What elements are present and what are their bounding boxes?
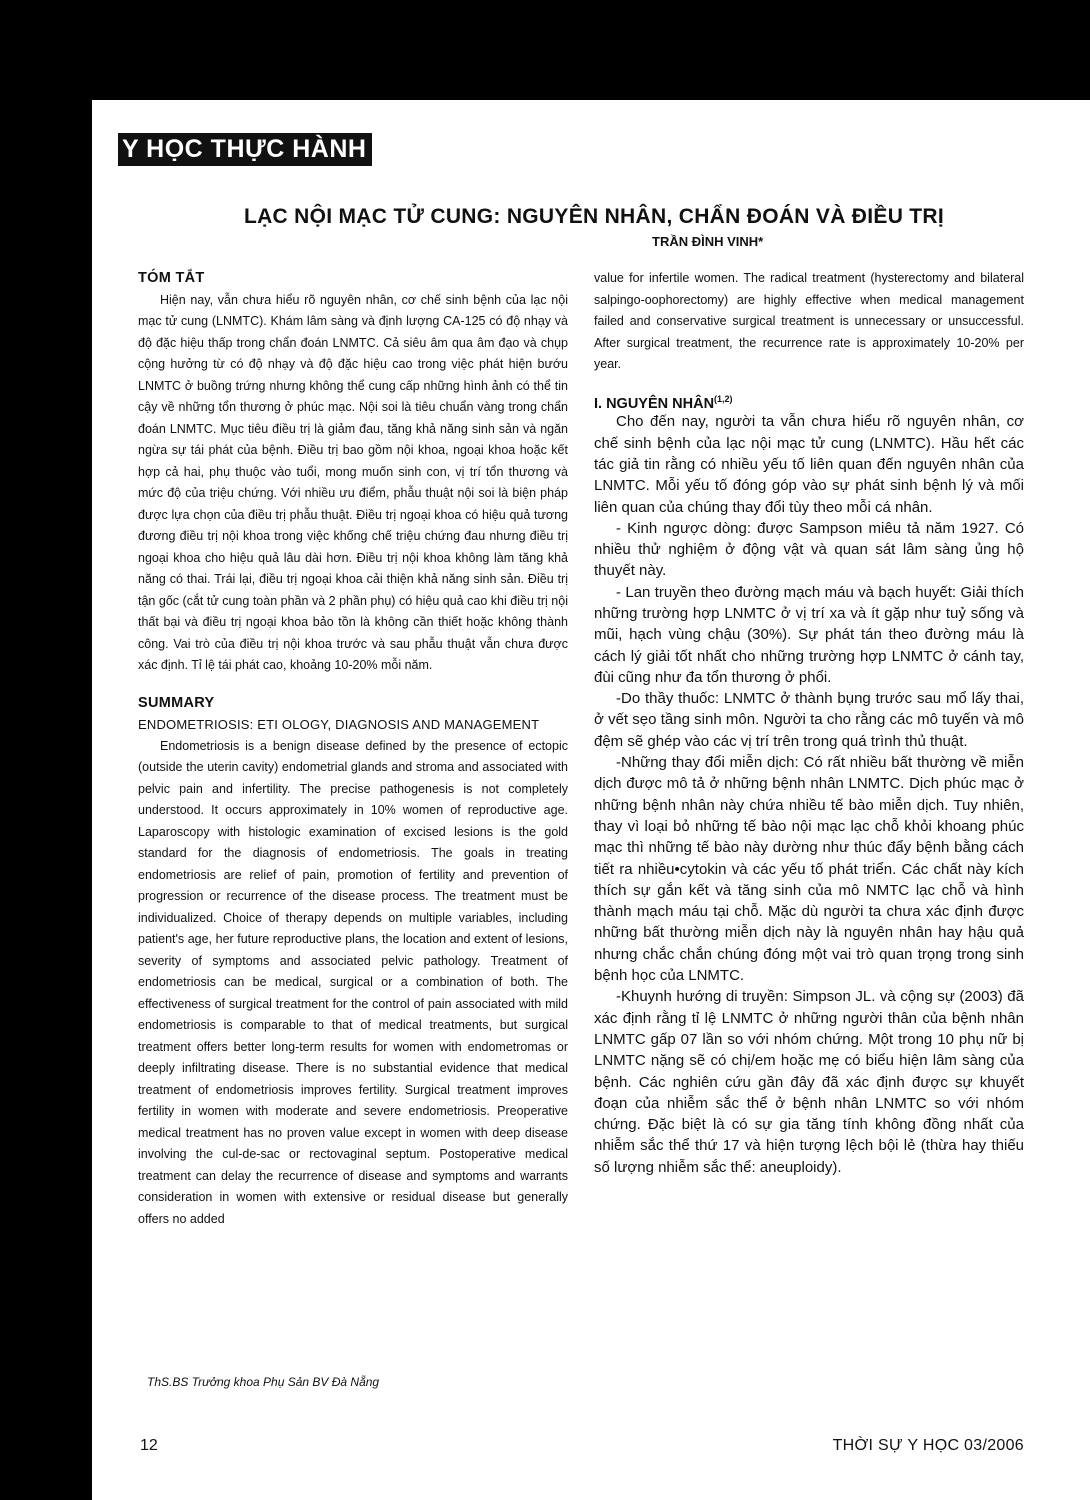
section-heading xyxy=(594,394,1024,412)
summary-subtitle: ENDOMETRIOSIS: ETI OLOGY, DIAGNOSIS AND MANAGEMENT xyxy=(138,717,540,732)
left-column xyxy=(138,268,568,1230)
paragraph: -Khuynh hướng di truyền: Simpson JL. và cộng sự (2003) đã xác định rằng tỉ lệ LNMTC ở những người thân của bệnh nhân LNMTC gấp 07 lần so với nhóm chứng. Một trong 10 phụ nữ bị LNMTC nặng sẽ có chị/em hoặc mẹ có biểu hiện lâm sàng của bệnh. Các nghiên cứu gần đây đã xác định được sự khuyết đoạn của nhiễm sắc thể ở bệnh nhân LNMTC so với nhóm chứng. Đặc biệt là có sự gia tăng tính không đồng nhất của nhiễm sắc thể thứ 17 và hiện tượng lệch bội lẻ (thừa hay thiếu số lượng nhiễm sắc thể: aneuploidy). xyxy=(594,988,1024,1176)
paragraph: -Do thầy thuốc: LNMTC ở thành bụng trước sau mổ lấy thai, ở vết sẹo tầng sinh môn. Người ta cho rằng các mô tuyến và mô đệm sẽ ghép vào các vị trí trên trong quá trình thủ thuật. xyxy=(594,690,1024,750)
page-number: 12 xyxy=(140,1437,158,1454)
section-heading-text: I. NGUYÊN NHÂN xyxy=(594,395,715,412)
summary-heading: SUMMARY xyxy=(138,694,215,711)
section-body xyxy=(594,411,1024,1178)
abstract-heading: TÓM TẮT xyxy=(138,270,205,286)
right-column xyxy=(594,268,1024,1178)
author-footnote: ThS.BS Trưởng khoa Phụ Sản BV Đà Nẵng xyxy=(147,1375,380,1389)
paragraph: - Lan truyền theo đường mạch máu và bạch huyết: Giải thích những trường hợp LNMTC ở vị trí xa và ít gặp như tuỷ sống và mũi, hạch vùng chậu (30%). Sự phát tán theo đường máu là cách lý giải tốt nhất cho những trường hợp LNMTC ở cánh tay, đùi cũng như đa tổn thương ở phổi. xyxy=(594,583,1024,686)
article-title: LẠC NỘI MẠC TỬ CUNG: NGUYÊN NHÂN, CHẨN ĐOÁN VÀ ĐIỀU TRỊ xyxy=(243,205,945,228)
paragraph: - Kinh ngược dòng: được Sampson miêu tả năm 1927. Có nhiều thử nghiệm ở động vật và quan sát lâm sàng ủng hộ thuyết này. xyxy=(594,519,1024,580)
section-header: Y HỌC THỰC HÀNH xyxy=(118,133,372,166)
summary-continuation: value for infertile women. The radical treatment (hysterectomy and bilateral salpingo-oophorectomy) are highly effective when medical management failed and conservative surgical treatment is unnecessary or unsuccessful. After surgical treatment, the recurrence rate is approximately 10-20% per year. xyxy=(594,271,1024,371)
section-heading-refs: (1,2) xyxy=(714,393,733,404)
page xyxy=(92,100,1090,1500)
paragraph: -Những thay đổi miễn dịch: Có rất nhiều bất thường về miễn dịch được mô tả ở những bệnh nhân LNMTC. Dịch phúc mạc ở những bệnh nhân này chứa nhiều tế bào miễn dịch. Tuy nhiên, thay vì loại bỏ những tế bào nội mạc lạc chỗ khỏi khoang phúc mạc thì những tế bào này dường như thúc đẩy bệnh bằng cách tiết ra nhiều•cytokin và các yếu tố phát triển. Các chất này kích thích sự gắn kết và tăng sinh của mô NMTC lạc chỗ và hình thành mạch máu tại chỗ. Mặc dù người ta chưa xác định được những bất thường miễn dịch này là nguyên nhân hay hậu quả nhưng chắc chắn chúng đóng một vai trò quan trọng trong sinh bệnh học của LNMTC. xyxy=(594,754,1024,985)
author: TRẦN ĐÌNH VINH* xyxy=(652,234,764,249)
journal-footer: THỜI SỰ Y HỌC 03/2006 xyxy=(832,1437,1024,1454)
paragraph: Cho đến nay, người ta vẫn chưa hiểu rõ nguyên nhân, cơ chế sinh bệnh của lạc nội mạc tử cung (LNMTC). Hầu hết các tác giả tin rằng có nhiều yếu tố liên quan đến nguyên nhân của LNMTC. Mỗi yếu tố đóng góp vào sự phát sinh bệnh lý và mối liên quan của chúng thay đổi tùy theo mỗi cá nhân. xyxy=(594,413,1024,516)
abstract-text: Hiện nay, vẫn chưa hiểu rõ nguyên nhân, cơ chế sinh bệnh của lạc nội mạc tử cung (LNMTC). Khám lâm sàng và định lượng CA-125 có độ nhạy và độ đặc hiệu thấp trong chẩn đoán LNMTC. Cả siêu âm qua âm đạo và chụp cộng hưởng từ có độ nhạy và độ đặc hiệu cao trong việc phát hiện bướu LNMTC ở buồng trứng nhưng không thể cung cấp những hình ảnh có thể tin cậy về những tổn thương ở phúc mạc. Nội soi là tiêu chuẩn vàng trong chẩn đoán LNMTC. Mục tiêu điều trị là giảm đau, tăng khả năng sinh sản và ngăn ngừa sự tái phát của bệnh. Điều trị bao gồm nội khoa, ngoại khoa hoặc kết hợp cả hai, phụ thuộc vào tuổi, mong muốn sinh con, vị trí tổn thương và mức độ của triệu chứng. Với nhiều ưu điểm, phẫu thuật nội soi là biện pháp được lựa chọn của điều trị phẫu thuật. Điều trị ngoại khoa có hiệu quả tương đương điều trị nội khoa trong việc khống chế triệu chứng đau nhưng điều trị ngoại khoa cho hiệu quả lâu dài hơn. Điều trị nội khoa không làm tăng khả năng có thai. Trái lại, điều trị ngoại khoa cải thiện khả năng sinh sản. Điều trị tận gốc (cắt tử cung toàn phần và 2 phần phụ) có hiệu quả cao khi điều trị nội thất bại và điều trị ngoại khoa bảo tồn là không cần thiết hoặc không thành công. Vai trò của điều trị nội khoa trước và sau phẫu thuật vẫn chưa được xác định. Tỉ lệ tái phát cao, khoảng 10-20% mỗi năm. xyxy=(138,292,568,672)
summary-text: Endometriosis is a benign disease defined by the presence of ectopic (outside the uterin cavity) endometrial glands and stroma and associated with pelvic pain and infertility. The precise pathogenesis is not completely understood. It occurs approximately in 10% women of reproductive age. Laparoscopy with histologic examination of excised lesions is the gold standard for the diagnosis of endometriosis. The goals in treating endometriosis are relief of pain, promotion of fertility and prevention of progression or recurrence of the disease process. The treatment must be individualized. Choice of therapy depends on multiple variables, including patient's age, her future reproductive plans, the location and extent of lesions, severity of symptoms and associated pelvic pathology. Treatment of endometriosis can be medical, surgical or a combination of both. The effectiveness of surgical treatment for the control of pain associated with mild endometriosis is comparable to that of medical treatments, but surgical treatment offers better long-term results for women with endometromas or deeply infiltrating disease. There is no substantial evidence that medical treatment of endometriosis improves fertility. Surgical treatment improves fertility in women with moderate and severe endometriosis. Preoperative medical treatment has no proven value except in women with deep disease involving the cul-de-sac or rectovaginal septum. Postoperative medical treatment can delay the recurrence of disease and symptoms and warrants consideration in women with extensive or residual disease but generally offers no added xyxy=(138,738,568,1226)
